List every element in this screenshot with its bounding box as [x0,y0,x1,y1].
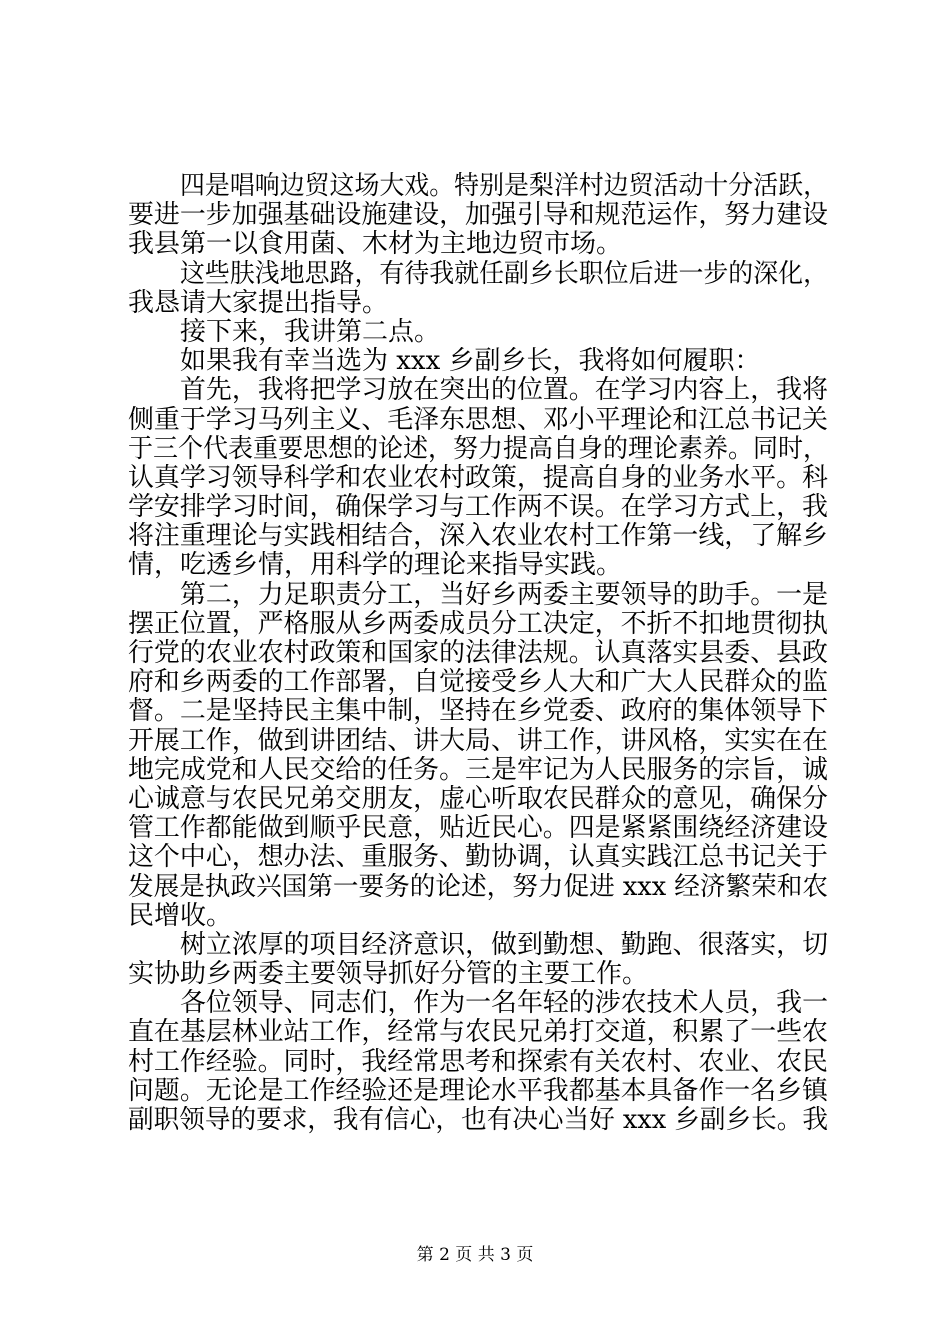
text-line: 府和乡两委的工作部署，自觉接受乡人大和广大人民群众的监 [128,668,828,698]
text-line: 我县第一以食用菌、木材为主地边贸市场。 [128,230,623,260]
text-line: 我恳请大家提出指导。 [128,288,389,318]
page-footer: 第 2 页 共 3 页 [416,1245,534,1265]
text-line: 如果我有幸当选为 xxx 乡副乡长，我将如何履职： [180,347,761,377]
text-line: 副职领导的要求，我有信心，也有决心当好 xxx 乡副乡长。我 [128,1106,828,1135]
text-line: 侧重于学习马列主义、毛泽东思想、邓小平理论和江总书记关 [128,405,828,435]
text-line: 学安排学习时间，确保学习与工作两不误。在学习方式上，我 [128,493,828,523]
document-body [128,172,828,1135]
text-line: 心诚意与农民兄弟交朋友，虚心听取农民群众的意见，确保分 [128,784,828,814]
text-line: 督。二是坚持民主集中制，坚持在乡党委、政府的集体领导下 [128,697,828,727]
text-line: 接下来，我讲第二点。 [180,317,441,347]
text-line: 问题。无论是工作经验还是理论水平我都基本具备作一名乡镇 [128,1076,828,1106]
text-line: 地完成党和人民交给的任务。三是牢记为人民服务的宗旨，诚 [128,755,828,785]
text-line: 于三个代表重要思想的论述，努力提高自身的理论素养。同时， [128,434,828,464]
text-line: 四是唱响边贸这场大戏。特别是梨洋村边贸活动十分活跃， [180,172,828,201]
text-line: 直在基层林业站工作，经常与农民兄弟打交道，积累了一些农 [128,1018,828,1048]
text-line: 发展是执政兴国第一要务的论述，努力促进 xxx 经济繁荣和农 [128,872,828,902]
text-line: 树立浓厚的项目经济意识，做到勤想、勤跑、很落实，切 [180,930,828,960]
text-line: 将注重理论与实践相结合，深入农业农村工作第一线，了解乡 [128,522,828,552]
text-line: 情，吃透乡情，用科学的理论来指导实践。 [128,551,623,581]
text-line: 这些肤浅地思路，有待我就任副乡长职位后进一步的深化， [180,259,828,289]
text-line: 各位领导、同志们，作为一名年轻的涉农技术人员，我一 [180,989,828,1019]
text-line: 首先，我将把学习放在突出的位置。在学习内容上，我将 [180,376,828,406]
text-line: 实协助乡两委主要领导抓好分管的主要工作。 [128,960,649,990]
text-line: 要进一步加强基础设施建设，加强引导和规范运作，努力建设 [128,201,828,231]
text-line: 这个中心，想办法、重服务、勤协调，认真实践江总书记关于 [128,843,828,873]
text-line: 开展工作，做到讲团结、讲大局、讲工作，讲风格，实实在在 [128,726,828,756]
text-line: 管工作都能做到顺乎民意，贴近民心。四是紧紧围绕经济建设 [128,814,828,844]
text-line: 民增收。 [128,901,233,931]
text-line: 第二，力足职责分工，当好乡两委主要领导的助手。一是 [180,580,828,610]
text-line: 认真学习领导科学和农业农村政策，提高自身的业务水平。科 [128,463,828,493]
text-line: 村工作经验。同时，我经常思考和探索有关农村、农业、农民 [128,1047,828,1077]
text-line: 行党的农业农村政策和国家的法律法规。认真落实县委、县政 [128,639,828,668]
text-line: 摆正位置，严格服从乡两委成员分工决定，不折不扣地贯彻执 [128,609,828,639]
